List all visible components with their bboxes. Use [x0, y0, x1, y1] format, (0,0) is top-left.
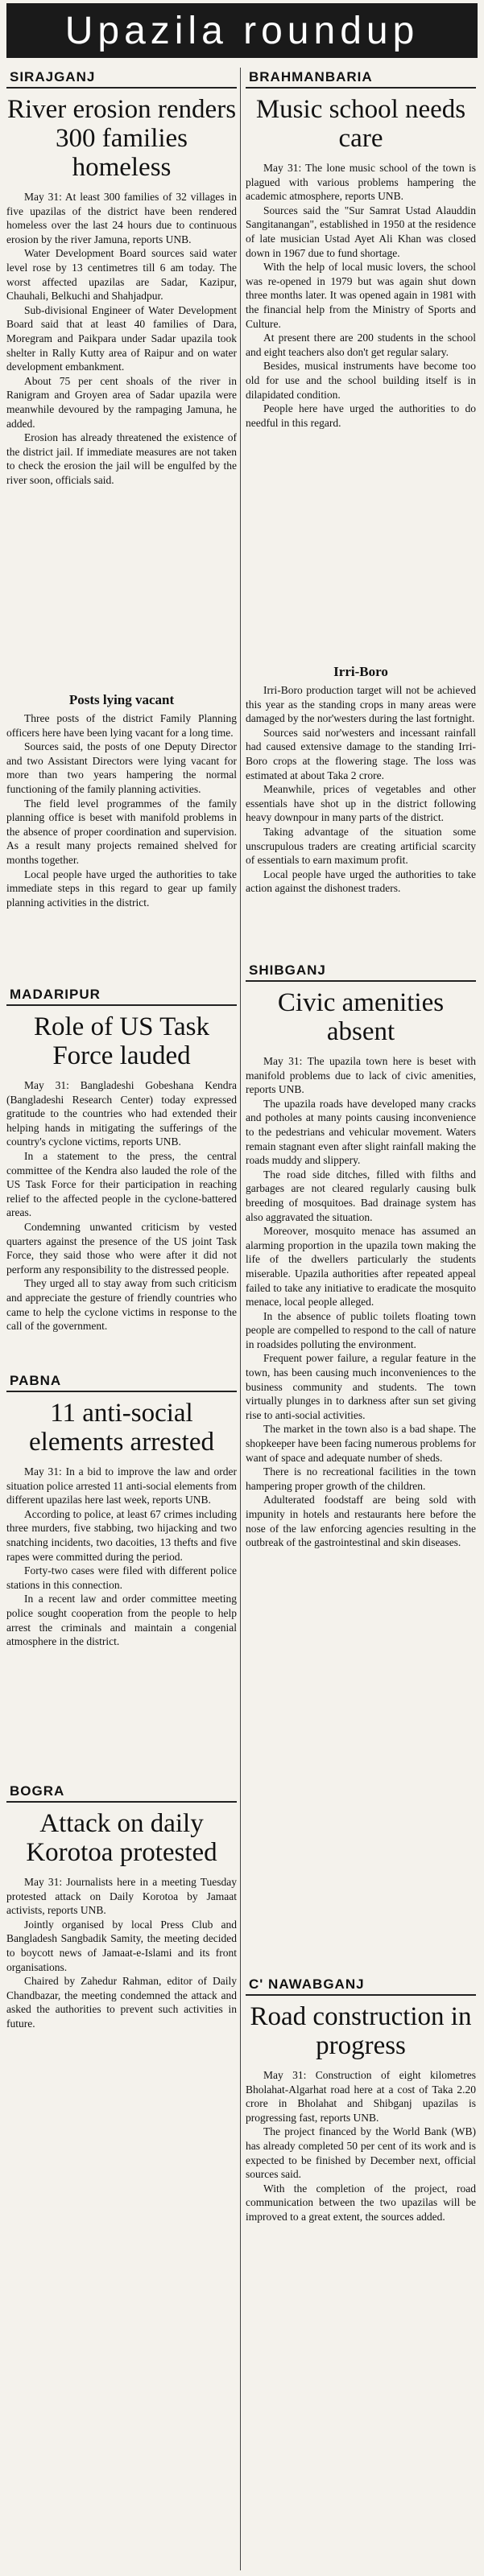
- dateline: BOGRA: [6, 1782, 237, 1803]
- column-divider: [240, 68, 241, 2570]
- paragraph: In a recent law and order committee meeting police sought cooperation from the people to help arrest the criminals and maintain a congenial atmosphere in the district.: [6, 1593, 237, 1648]
- paragraph: The project financed by the World Bank (WB) has already completed 50 per cent of its work and is expected to be finished by December next, official sources said.: [246, 2125, 476, 2181]
- paragraph: Sources said nor'westers and incessant rainfall had caused extensive damage to the standing Irri-Boro crops at the flowering stage. The loss was estimated at about Taka 2 crore.: [246, 726, 476, 781]
- paragraph: About 75 per cent shoals of the river in Ranigram and Groyen area of Sadar upazila were meanwhile devoured by the rampaging Jamuna, he added.: [6, 374, 237, 430]
- paragraph: With the completion of the project, road communication between the two upazilas will be improved to a great extent, the sources added.: [246, 2182, 476, 2223]
- article-bogra: [6, 1782, 237, 2031]
- paragraph: Local people have urged the authorities to take immediate steps in this regard to gear up family planning activities in the district.: [6, 868, 237, 909]
- headline: Attack on daily Korotoa protested: [26, 1809, 217, 1867]
- paragraph: People here have urged the authorities to do needful in this regard.: [246, 402, 476, 429]
- headline: 11 anti-social elements arrested: [29, 1399, 214, 1457]
- paragraph: Adulterated foodstaff are being sold with impunity in hotels and restaurants here before the nose of the law enforcing agencies resulting in the outbreak of the gastrointestinal and skin diseases.: [246, 1494, 476, 1549]
- paragraph: With the help of local music lovers, the school was re-opened in 1979 but was again shut down three months later. It was opened again in 1981 with the financial help from the Ministry of Sports and Culture.: [246, 261, 476, 330]
- dateline: BRAHMANBARIA: [246, 68, 476, 89]
- paragraph: Chaired by Zahedur Rahman, editor of Daily Chandbazar, the meeting condemned the attack and asked the authorities to prevent such activities in future.: [6, 1975, 237, 2030]
- paragraph: Water Development Board sources said water level rose by 13 centimetres till 6 am today. The worst affected upazilas are Sadar, Kazipur, Chauhali, Belkuchi and Shahjadpur.: [6, 247, 237, 303]
- paragraph: The field level programmes of the family planning office is beset with manifold problems in the absence of proper coordination and supervision. As a result many projects remained shelved for months together.: [6, 797, 237, 866]
- paragraph: Sources said, the posts of one Deputy Director and two Assistant Directors were lying vacant for more than two years hampering the normal functioning of the family planning activities.: [6, 740, 237, 795]
- paragraph: The market in the town also is a bad shape. The shopkeeper have been facing numerous problems for want of space and adequate number of sheds.: [246, 1423, 476, 1464]
- article-sirajganj: [6, 68, 237, 487]
- paragraph: Frequent power failure, a regular feature in the town, has been causing much inconveniences to the business community and students. The town virtually plunges in to darkness after sun set giving rise to anti-social activities.: [246, 1352, 476, 1421]
- headline: Role of US Task Force lauded: [34, 1012, 209, 1070]
- paragraph: In a statement to the press, the central committee of the Kendra also lauded the role of the US Task Force for their participation in reaching relief to the affected people in the cyclone-battered areas.: [6, 1149, 237, 1219]
- article-brahmanbaria: [246, 68, 476, 430]
- paragraph: Irri-Boro production target will not be achieved this year as the standing crops in many areas were damaged by the nor'westers during the last fortnight.: [246, 684, 476, 725]
- article-pabna: [6, 1371, 237, 1649]
- subheading: Posts lying vacant: [68, 692, 175, 707]
- article-shibganj: [246, 961, 476, 1550]
- paragraph: May 31: In a bid to improve the law and order situation police arrested 11 anti-social elements from different upazilas here last week, reports UNB.: [6, 1465, 237, 1506]
- paragraph: Jointly organised by local Press Club and Bangladesh Sangbadik Samity, the meeting decided to boycott news of Jamaat-e-Islami and its front organisations.: [6, 1918, 237, 1973]
- paragraph: May 31: At least 300 families of 32 villages in five upazilas of the district have been rendered homeless over the last 24 hours due to continuous erosion by the river Jamuna, reports UNB.: [6, 191, 237, 245]
- headline: River erosion renders 300 families homeless: [6, 95, 237, 182]
- paragraph: Three posts of the district Family Planning officers here have been lying vacant for a long time.: [6, 712, 237, 739]
- paragraph: They urged all to stay away from such criticism and appreciate the gesture of friendly countries who came to help the cyclone victims in response to the call of the government.: [6, 1277, 237, 1333]
- paragraph: Besides, musical instruments have become too old for use and the school building itself is in dilapidated condition.: [246, 360, 476, 401]
- paragraph: Erosion has already threatened the existence of the district jail. If immediate measures are not taken to check the erosion the jail will be engulfed by the river soon, officials said.: [6, 431, 237, 486]
- paragraph: Meanwhile, prices of vegetables and other essentials have shot up in the district following heavy downpour in many parts of the district.: [246, 783, 476, 824]
- paragraph: Sub-divisional Engineer of Water Development Board said that at least 40 families of Dara, Moregram and Paikpara under Sadar upazila took shelter in Rally Kutty area of Raipur and on water development embankment.: [6, 303, 237, 373]
- dateline: MADARIPUR: [6, 985, 237, 1006]
- paragraph: May 31: The lone music school of the town is plagued with various problems hampering the academic atmosphere, reports UNB.: [246, 162, 476, 203]
- paragraph: Sources said the "Sur Samrat Ustad Alauddin Sangitanangan", established in 1950 at the residence of late musician Ustad Ayet Ali Khan was closed down in 1967 due to fund shortage.: [246, 204, 476, 259]
- headline: Music school needs care: [255, 95, 466, 153]
- paragraph: The road side ditches, filled with filths and garbages are not cleared regularly causing bulk breeding of mosquitoes. Bad drainage system has also aggravated the situation.: [246, 1168, 476, 1223]
- paragraph: At present there are 200 students in the school and eight teachers also don't get regular salary.: [246, 332, 476, 358]
- paragraph: In the absence of public toilets floating town people are compelled to respond to the call of nature in roadsides polluting the environment.: [246, 1309, 476, 1350]
- dateline: SHIBGANJ: [246, 961, 476, 982]
- dateline: PABNA: [6, 1371, 237, 1392]
- paragraph: May 31: Construction of eight kilometres Bholahat-Algarhat road here at a cost of Taka 2.20 crore in Bholahat and Shibganj upazilas is progressing fast, reports UNB.: [246, 2069, 476, 2124]
- paragraph: Taking advantage of the situation some unscrupulous traders are creating artificial scarcity of essentials to earn maximum profit.: [246, 825, 476, 867]
- paragraph: May 31: Journalists here in a meeting Tuesday protested attack on Daily Korotoa by Jamaat activists, reports UNB.: [6, 1876, 237, 1917]
- paragraph: Moreover, mosquito menace has assumed an alarming proportion in the upazila town making the life of the dwellers particularly the students miserable. Upazila authorities after repeated appeal failed to take any initiative to eradicate the mosquito menace, local people alleged.: [246, 1225, 476, 1309]
- article-irri-boro: [246, 659, 476, 896]
- dateline: SIRAJGANJ: [6, 68, 237, 89]
- paragraph: According to police, at least 67 crimes including three murders, five stabbing, two hijacking and two snatching incidents, two dacoities, 13 thefts and five rapes were committed during the period.: [6, 1507, 237, 1563]
- paragraph: May 31: The upazila town here is beset with manifold problems due to lack of civic amenities, reports UNB.: [246, 1055, 476, 1096]
- headline: Civic amenities absent: [277, 988, 445, 1046]
- article-nawabganj: [246, 1975, 476, 2224]
- section-banner: Upazila roundup: [6, 3, 478, 58]
- paragraph: Condemning unwanted criticism by vested quarters against the presence of the US joint Task Force, they said those who were after it did not perform any responsibility to the distressed people.: [6, 1220, 237, 1276]
- paragraph: The upazila roads have developed many cracks and potholes at many points causing inconvenience to the pedestrians and vehicular movement. Waters remain stagnant even after slight rainfall making the roads muddy and slippery.: [246, 1097, 476, 1167]
- dateline: C' NAWABGANJ: [246, 1975, 476, 1996]
- headline: Road construction in progress: [250, 2002, 472, 2060]
- article-vacant-posts: [6, 687, 237, 909]
- subheading: Irri-Boro: [333, 664, 388, 679]
- paragraph: May 31: Bangladeshi Gobeshana Kendra (Bangladeshi Research Center) today expressed gratitude to the countries who had extended their helping hands in mitigating the sufferings of the country's cyclone victims, reports UNB.: [6, 1079, 237, 1148]
- article-madaripur: [6, 985, 237, 1333]
- paragraph: Forty-two cases were filed with different police stations in this connection.: [6, 1564, 237, 1591]
- paragraph: Local people have urged the authorities to take action against the dishonest traders.: [246, 868, 476, 895]
- paragraph: There is no recreational facilities in the town hampering proper growth of the children.: [246, 1465, 476, 1492]
